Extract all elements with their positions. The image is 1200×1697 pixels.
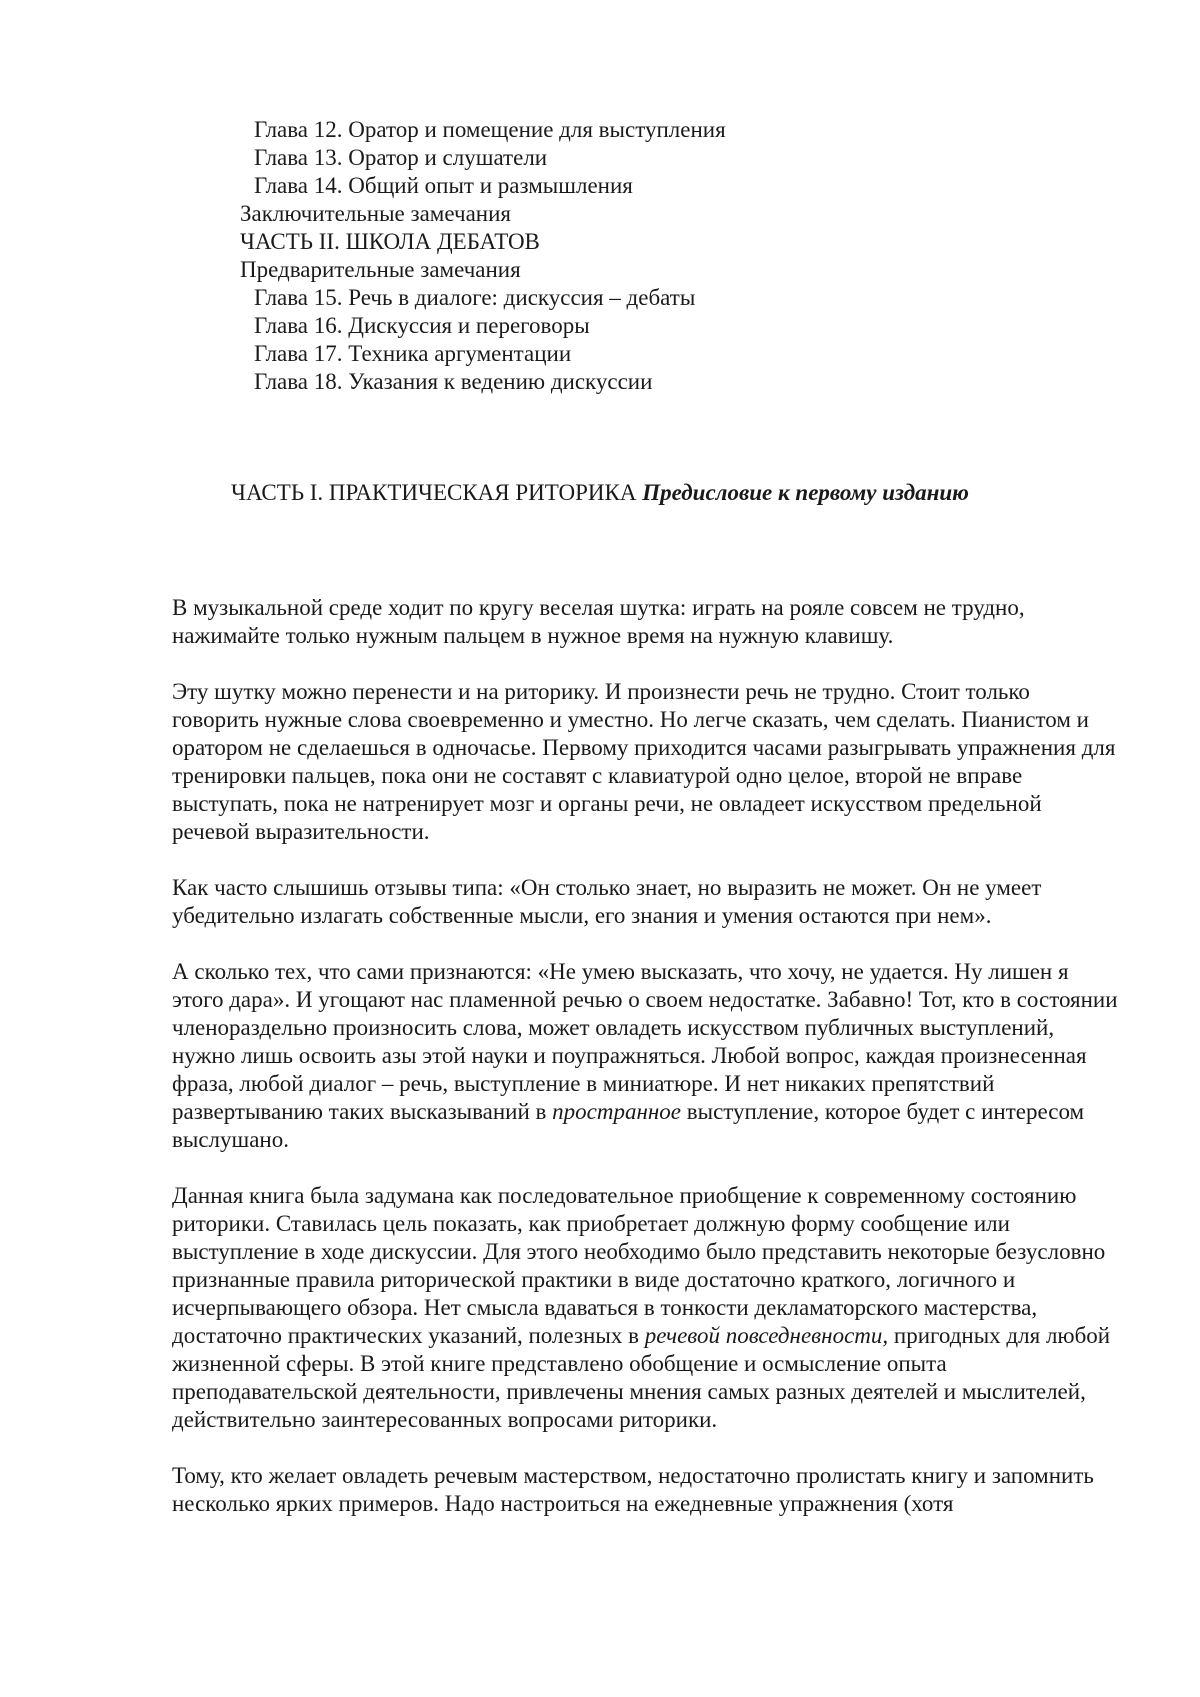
paragraph-4-text-a: А сколько тех, что сами признаются: «Не умею высказать, что хочу, не удается. Ну лишен я этого дара». И угощают нас пламенной речью о своем недостатке. Забавно! Тот, кто в состоянии членораздельно произносить слова, может овладеть искусством публичных выступлений, нужно лишь освоить азы этой науки и поупражняться. Любой вопрос, каждая произнесенная фраза, любой диалог – речь, выступление в миниатюре. И нет никаких препятствий развертыванию таких высказываний в <box>172 959 1118 1124</box>
toc-chapter-13: Глава 13. Оратор и слушатели <box>254 145 548 170</box>
toc-part-2-title: ЧАСТЬ II. ШКОЛА ДЕБАТОВ <box>240 229 540 254</box>
paragraph-5-text-b: пригодных для любой жизненной сферы. В этой книге представлено обобщение и осмысление опыта преподавательской деятельности, привлечены мнения самых разных деятелей и мыслителей, действительно заинтересованных вопросами риторики. <box>172 1323 1111 1432</box>
paragraph-4-emphasis: пространное <box>552 1099 682 1124</box>
part-1-heading <box>0 478 1200 508</box>
preface-body <box>172 594 1120 1546</box>
toc-preliminary-remarks: Предварительные замечания <box>240 257 521 282</box>
paragraph-6: Тому, кто желает овладеть речевым мастерством, недостаточно пролистать книгу и запомнить несколько ярких примеров. Надо настроиться на ежедневные упражнения (хотя <box>172 1463 1094 1516</box>
paragraph-5-text-a: Данная книга была задумана как последовательное приобщение к современному состоянию риторики. Ставилась цель показать, как приобретает должную форму сообщение или выступление в ходе дискуссии. Для этого необходимо было представить некоторые безусловно признанные правила риторической практики в виде достаточно краткого, логичного и исчерпывающего обзора. Нет смысла вдаваться в тонкости декламаторского мастерства, достаточно практических указаний, полезных в <box>172 1183 1106 1348</box>
part-1-title: ЧАСТЬ I. ПРАКТИЧЕСКАЯ РИТОРИКА <box>231 480 637 505</box>
paragraph-2: Эту шутку можно перенести и на риторику. И произнести речь не трудно. Стоит только говорить нужные слова своевременно и уместно. Но легче сказать, чем сделать. Пианистом и оратором не сделаешься в одночасье. Первому приходится часами разыгрывать упражнения для тренировки пальцев, пока они не составят с клавиатурой одно целое, второй не вправе выступать, пока не натренирует мозг и органы речи, не овладеет искусством предельной речевой выразительности. <box>172 679 1116 844</box>
toc-chapter-16: Глава 16. Дискуссия и переговоры <box>254 313 590 338</box>
toc-chapter-12: Глава 12. Оратор и помещение для выступления <box>254 117 726 142</box>
paragraph-5-emphasis: речевой повседневности, <box>644 1323 889 1348</box>
toc-chapter-17: Глава 17. Техника аргументации <box>254 341 572 366</box>
table-of-contents <box>240 116 726 396</box>
toc-chapter-15: Глава 15. Речь в диалоге: дискуссия – дебаты <box>254 285 696 310</box>
toc-chapter-14: Глава 14. Общий опыт и размышления <box>254 173 633 198</box>
preface-title: Предисловие к первому изданию <box>642 480 969 505</box>
paragraph-5 <box>172 1182 1120 1434</box>
paragraph-3: Как часто слышишь отзывы типа: «Он столько знает, но выразить не может. Он не умеет убедительно излагать собственные мысли, его знания и умения остаются при нем». <box>172 875 1042 928</box>
toc-closing-remarks: Заключительные замечания <box>240 201 511 226</box>
toc-chapter-18: Глава 18. Указания к ведению дискуссии <box>254 369 653 394</box>
paragraph-4-text-b: выступление, которое будет с интересом выслушано. <box>172 1099 1085 1152</box>
paragraph-4 <box>172 958 1120 1154</box>
paragraph-1: В музыкальной среде ходит по кругу веселая шутка: играть на рояле совсем не трудно, нажимайте только нужным пальцем в нужное время на нужную клавишу. <box>172 595 1025 648</box>
